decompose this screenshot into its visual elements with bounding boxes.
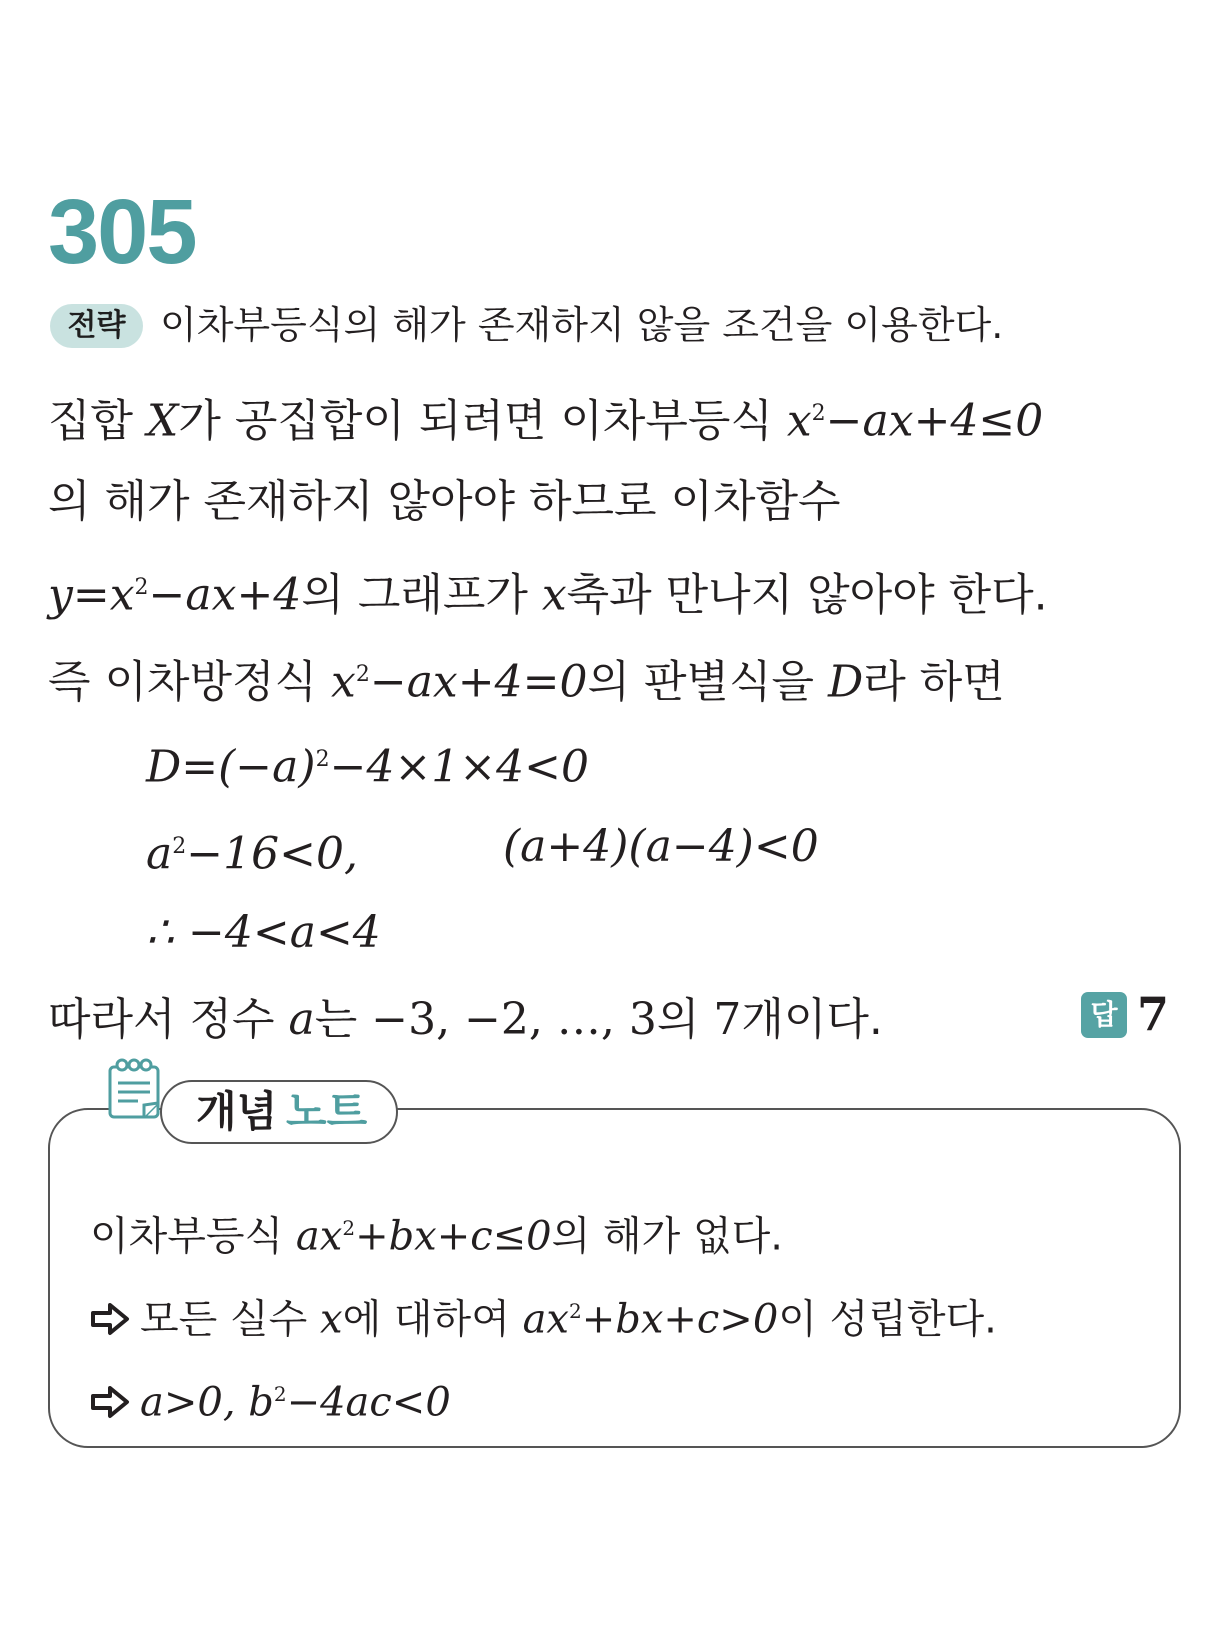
solution-line-5 bbox=[48, 990, 883, 1050]
text: 이 성립한다. bbox=[778, 1296, 997, 1343]
superscript: 2 bbox=[134, 575, 149, 600]
math: D bbox=[827, 656, 864, 708]
math: −ax+4=0 bbox=[369, 656, 588, 708]
math: +bx+c≤0 bbox=[355, 1213, 552, 1260]
superscript: 2 bbox=[568, 1299, 582, 1323]
text: 모든 실수 bbox=[140, 1296, 320, 1343]
solution-line-2: 의 해가 존재하지 않아야 하므로 이차함수 bbox=[48, 476, 841, 527]
text: 따라서 정수 bbox=[48, 994, 289, 1045]
math: −4ac<0 bbox=[286, 1379, 451, 1426]
concept-line-3 bbox=[90, 1366, 451, 1434]
math: −ax+4 bbox=[148, 569, 302, 621]
math: −ax+4≤0 bbox=[825, 395, 1044, 447]
math: X bbox=[147, 395, 179, 447]
answer-badge: 답 bbox=[1081, 992, 1127, 1038]
math: D=(−a) bbox=[146, 741, 316, 793]
math: a>0, b bbox=[140, 1379, 274, 1426]
math: x bbox=[331, 656, 356, 708]
equation-inequality bbox=[146, 817, 358, 885]
superscript: 2 bbox=[315, 747, 330, 772]
superscript: 2 bbox=[273, 1382, 287, 1406]
text: 축과 만나지 않아야 한다. bbox=[566, 569, 1048, 621]
math: 7 bbox=[713, 994, 742, 1045]
text: 의 그래프가 bbox=[301, 569, 542, 621]
solution-line-3 bbox=[48, 558, 1048, 626]
concept-line-2 bbox=[90, 1283, 997, 1351]
solution-line-4 bbox=[48, 645, 1005, 713]
text: 는 bbox=[314, 994, 372, 1045]
superscript: 2 bbox=[811, 401, 826, 426]
math: +bx+c>0 bbox=[581, 1296, 779, 1343]
equation-factored: (a+4)(a−4)<0 bbox=[503, 821, 819, 872]
superscript: 2 bbox=[342, 1216, 356, 1240]
text: 개이다. bbox=[741, 994, 883, 1045]
text: 의 bbox=[656, 994, 714, 1045]
text: 에 대하여 bbox=[342, 1296, 523, 1343]
math: −4×1×4<0 bbox=[329, 741, 590, 793]
superscript: 2 bbox=[172, 834, 187, 859]
solution-line-1 bbox=[48, 384, 1043, 452]
math: x bbox=[786, 395, 812, 447]
strategy-badge: 전략 bbox=[50, 304, 143, 348]
math: −16<0, bbox=[186, 828, 358, 880]
math: x bbox=[541, 569, 567, 621]
text: 의 판별식을 bbox=[587, 656, 828, 708]
text: 이차부등식 bbox=[90, 1213, 296, 1260]
concept-note-title-part2: 노트 bbox=[286, 1087, 368, 1136]
superscript: 2 bbox=[355, 662, 370, 687]
concept-line-1 bbox=[90, 1200, 783, 1264]
math: ax bbox=[522, 1296, 569, 1343]
answer-value: 7 bbox=[1137, 987, 1170, 1041]
math: x bbox=[320, 1296, 343, 1343]
math: ax bbox=[295, 1213, 343, 1260]
math: y=x bbox=[48, 569, 135, 621]
strategy-text: 이차부등식의 해가 존재하지 않을 조건을 이용한다. bbox=[160, 303, 1004, 347]
text: 즉 이차방정식 bbox=[48, 656, 331, 708]
problem-number: 305 bbox=[48, 181, 196, 283]
hollow-right-arrow-icon bbox=[90, 1378, 130, 1434]
text: 집합 bbox=[48, 395, 147, 447]
text: 라 하면 bbox=[863, 656, 1005, 708]
equation-discriminant bbox=[146, 730, 589, 798]
text: 가 공집합이 되려면 이차부등식 bbox=[178, 395, 787, 447]
text: 의 해가 없다. bbox=[551, 1213, 783, 1260]
equation-conclusion: ∴ −4<a<4 bbox=[146, 907, 381, 958]
hollow-right-arrow-icon bbox=[90, 1295, 130, 1351]
notepad-icon bbox=[104, 1057, 168, 1123]
math: a bbox=[288, 994, 315, 1045]
math: a bbox=[146, 828, 173, 880]
concept-note-title-part1: 개념 bbox=[196, 1087, 278, 1136]
math: −3, −2, …, 3 bbox=[371, 994, 657, 1045]
